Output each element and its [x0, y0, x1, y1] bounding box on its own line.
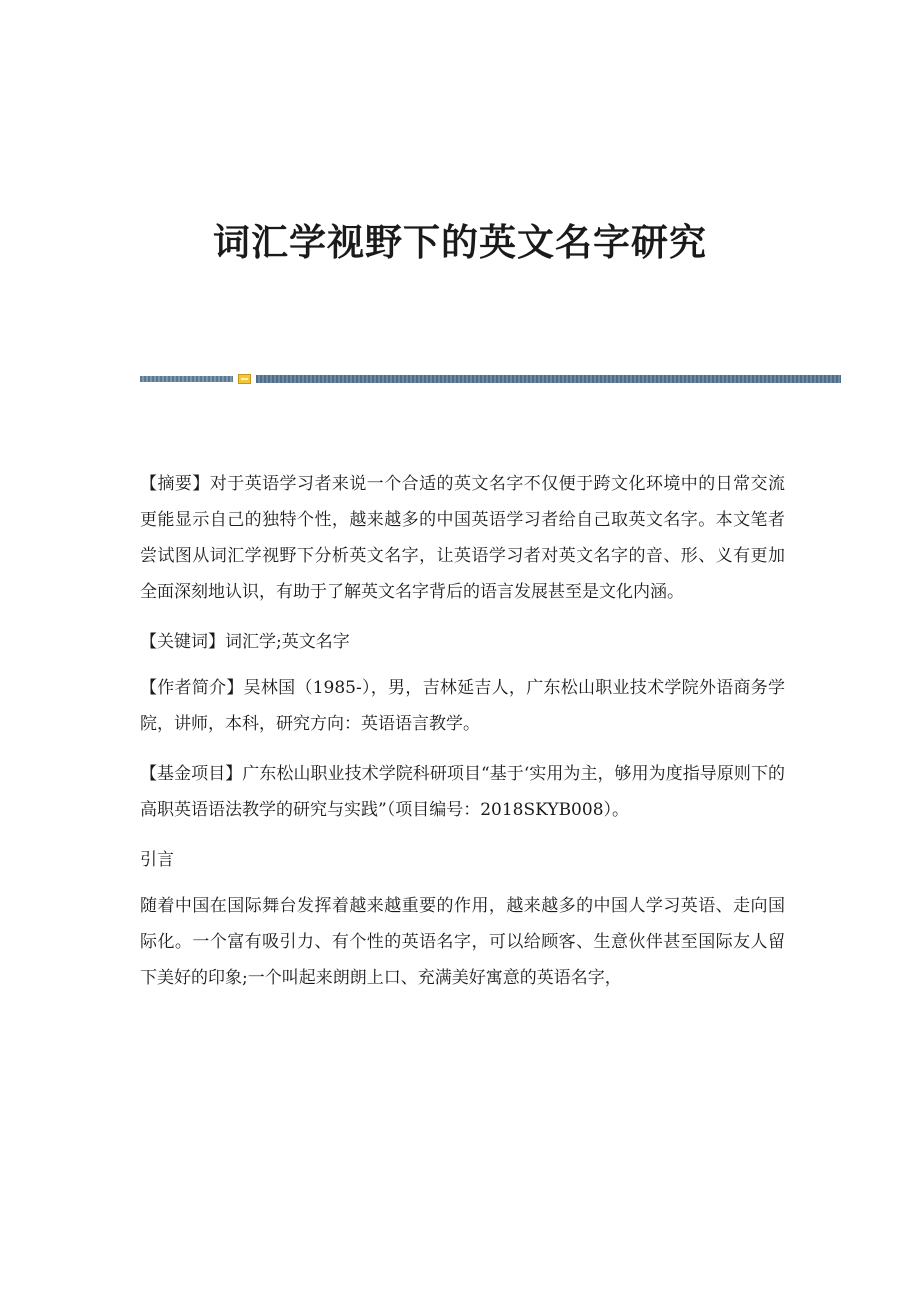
paper-title: 词汇学视野下的英文名字研究 [213, 220, 707, 264]
abstract-paragraph: 【摘要】对于英语学习者来说一个合适的英文名字不仅便于跨文化环境中的日常交流更能显示自己的独特个性，越来越多的中国英语学习者给自己取英文名字。本文笔者尝试图从词汇学视野下分析英文名字，让英语学习者对英文名字的音、形、义有更加全面深刻地认识，有助于了解英文名字背后的语言发展甚至是文化内涵。 [140, 474, 785, 602]
divider-bar-right [256, 375, 841, 383]
title-divider [140, 374, 841, 384]
intro-paragraph: 随着中国在国际舞台发挥着越来越重要的作用，越来越多的中国人学习英语、走向国际化。一个富有吸引力、有个性的英语名字，可以给顾客、生意伙伴甚至国际友人留下美好的印象;一个叫起来朗朗上口、充满美好寓意的英语名字， [140, 896, 785, 988]
author-paragraph: 【作者简介】吴林国（1985-），男，吉林延吉人，广东松山职业技术学院外语商务学院，讲师，本科，研究方向：英语语言教学。 [140, 678, 785, 734]
paper-body [140, 466, 785, 1010]
divider-bar-left [140, 376, 233, 382]
funding-paragraph: 【基金项目】广东松山职业技术学院科研项目“基于‘实用为主，够用为度指导原则下的高职英语语法教学的研究与实践”（项目编号：2018SKYB008）。 [140, 764, 785, 820]
divider-ornament-icon [238, 374, 251, 384]
intro-heading: 引言 [140, 850, 174, 870]
keywords-paragraph: 【关键词】词汇学;英文名字 [140, 632, 350, 652]
